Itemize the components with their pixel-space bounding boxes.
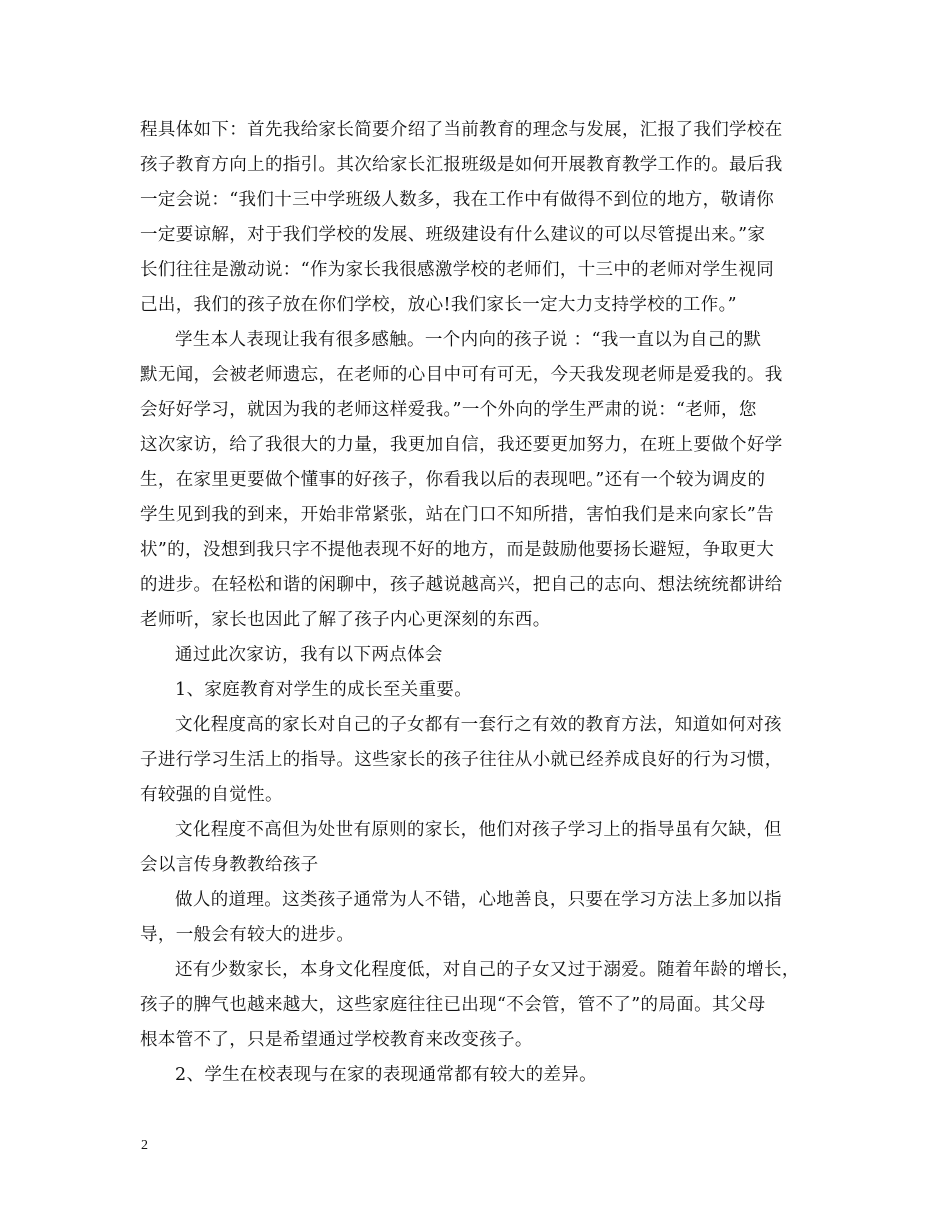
section-heading: 2、学生在校表现与在家的表现通常都有较大的差异。 [175,1065,598,1085]
text-line: 老师听，家长也因此了解了孩子内心更深刻的东西。 [140,610,551,630]
text-line: 会以言传身教教给孩子 [140,855,319,875]
text-line: 孩子的脾气也越来越大，这些家庭往往已出现“不会管，管不了”的局面。其父母 [140,995,766,1015]
text-line: 默无闻，会被老师遗忘，在老师的心目中可有可无，今天我发现老师是爱我的。我 [140,365,783,385]
section-heading: 1、家庭教育对学生的成长至关重要。 [175,680,473,700]
text-line: 有较强的自觉性。 [140,785,283,805]
text-line: 状”的，没想到我只字不提他表现不好的地方，而是鼓励他要扬长避短，争取更大 [140,540,775,560]
text-line: 程具体如下：首先我给家长简要介绍了当前教育的理念与发展，汇报了我们学校在 [140,120,783,140]
text-line: 长们往往是激动说：“作为家长我很感激学校的老师们，十三中的老师对学生视同 [140,260,775,280]
text-line: 还有少数家长，本身文化程度低，对自己的子女又过于溺爱。随着年龄的增长， [175,960,800,980]
text-line: 文化程度高的家长对自己的子女都有一套行之有效的教育方法，知道如何对孩 [175,715,782,735]
text-line: 文化程度不高但为处世有原则的家长，他们对孩子学习上的指导虽有欠缺，但 [175,820,782,840]
page-number: 2 [141,1138,148,1153]
text-line: 根本管不了，只是希望通过学校教育来改变孩子。 [140,1030,533,1050]
text-line: 会好好学习，就因为我的老师这样爱我。”一个外向的学生严肃的说：“老师，您 [140,400,757,420]
text-line: 子进行学习生活上的指导。这些家长的孩子往往从小就已经养成良好的行为习惯， [140,750,783,770]
text-line: 一定要谅解，对于我们学校的发展、班级建设有什么建议的可以尽管提出来。”家 [140,225,766,245]
text-line: 通过此次家访，我有以下两点体会 [175,645,443,665]
text-line: 这次家访，给了我很大的力量，我更加自信，我还要更加努力，在班上要做个好学 [140,435,783,455]
text-line: 的进步。在轻松和谐的闲聊中，孩子越说越高兴，把自己的志向、想法统统都讲给 [140,575,783,595]
text-line: 学生见到我的到来，开始非常紧张，站在门口不知所措，害怕我们是来向家长”告 [140,505,775,525]
text-line: 己出，我们的孩子放在你们学校，放心!我们家长一定大力支持学校的工作。” [140,295,737,315]
text-line: 导，一般会有较大的进步。 [140,925,355,945]
text-line: 孩子教育方向上的指引。其次给家长汇报班级是如何开展教育教学工作的。最后我 [140,155,783,175]
text-line: 一定会说：“我们十三中学班级人数多，我在工作中有做得不到位的地方，敬请你 [140,190,775,210]
text-line: 做人的道理。这类孩子通常为人不错，心地善良，只要在学习方法上多加以指 [175,890,782,910]
text-line: 生，在家里更要做个懂事的好孩子，你看我以后的表现吧。”还有一个较为调皮的 [140,470,766,490]
text-line: 学生本人表现让我有很多感触。一个内向的孩子说 ：“我一直以为自己的默 [175,330,762,350]
